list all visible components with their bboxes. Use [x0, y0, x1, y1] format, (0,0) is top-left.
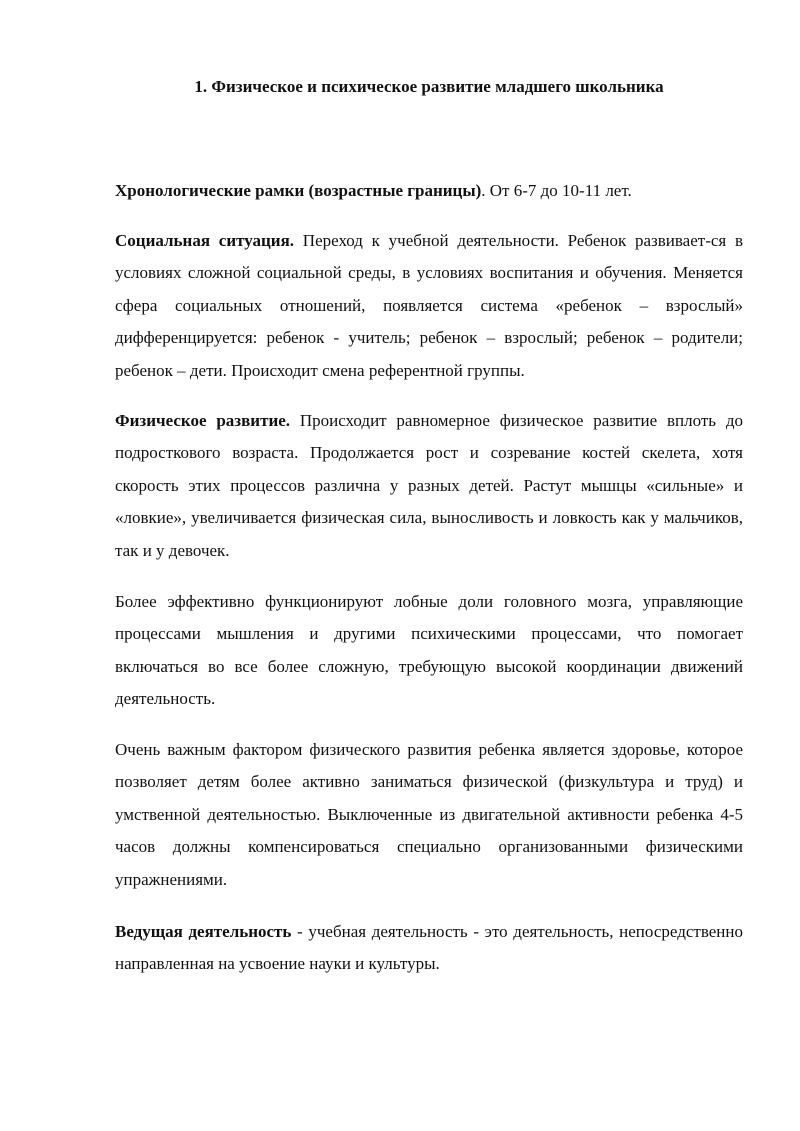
paragraph-health: Очень важным фактором физического развития ребенка является здоровье, которое позволяет детям более активно заниматься физической (физкультура и труд) и умственной деятельностью. Выключенные из двигательной активности ребенка 4-5 часов должны компенсироваться специально организованными физическими упражнениями. — [115, 740, 743, 889]
physical-text: Происходит равномерное физическое развитие вплоть до подросткового возраста. Продолжается рост и созревание костей скелета, хотя скорость этих процессов различна у разных детей. Растут мышцы «сильные» и «ловкие», увеличивается физическая сила, выносливость и ловкость как у мальчиков, так и у девочек. — [115, 411, 743, 560]
document-title: 1. Физическое и психическое развитие младшего школьника — [194, 77, 664, 96]
social-text: Переход к учебной деятельности. Ребенок развивает-ся в условиях сложной социальной среды, в условиях воспитания и обучения. Меняется сфера социальных отношений, появляется система «ребенок – взрослый» дифференцируется: ребенок - учитель; ребенок – взрослый; ребенок – родители; ребенок – дети. Происходит смена референтной группы. — [115, 231, 743, 380]
chronology-label: Хронологические рамки (возрастные границы) — [115, 181, 482, 200]
paragraph-brain: Более эффективно функционируют лобные доли головного мозга, управляющие процессами мышления и другими психическими процессами, что помогает включаться во все более сложную, требующую высокой координации движений деятельность. — [115, 592, 743, 709]
paragraph-leading-activity — [115, 916, 743, 981]
chronology-text: . От 6-7 до 10-11 лет. — [481, 181, 632, 200]
paragraph-social-situation — [115, 225, 743, 387]
paragraph-physical-development — [115, 405, 743, 567]
physical-label: Физическое развитие. — [115, 411, 291, 430]
leading-text: - учебная деятельность - это деятельность, непосредственно направленная на усвоение науки и культуры. — [115, 922, 743, 974]
leading-label: Ведущая деятельность — [115, 922, 292, 941]
paragraph-chronology — [115, 175, 743, 207]
social-label: Социальная ситуация. — [115, 231, 295, 250]
